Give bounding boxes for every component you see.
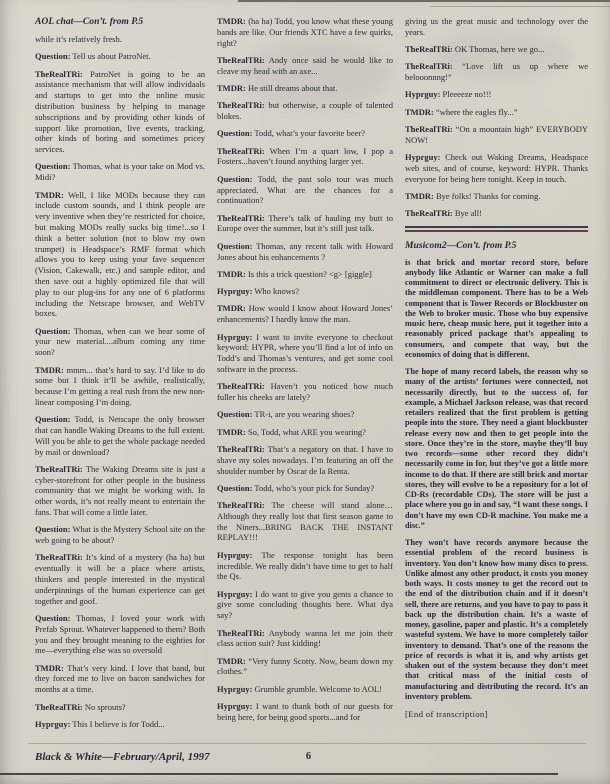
chat-paragraph: TMDR: That’s very kind. I love that band, but they forced me to live on bacon sandwiches for months at a time.	[35, 662, 205, 695]
speaker-name: TheRealTRi:	[217, 381, 265, 392]
chat-paragraph: Question: Todd, who’s your pick for Sunday?	[217, 482, 375, 493]
speaker-name: TheRealTRi:	[217, 500, 265, 511]
chat-paragraph: TheRealTRi: No sprouts?	[35, 701, 126, 712]
column-middle	[217, 16, 393, 736]
footer-rule	[28, 743, 586, 744]
section-divider-rule	[405, 226, 588, 232]
chat-paragraph: Hyprguy: This I believe is for Todd...	[35, 718, 165, 729]
chat-paragraph: The hope of many record labels, the reason why so many of the artists’ fortunes were connected, not necessarily directly, but to the success of, for example, a Michael Jackson release, was that record retailers realized that the first problem is getting people into the store. They need a giant blockbuster release every now and then to get people into the store. Once they’re in the store, maybe they’ll buy two records—some other record they didn’t necessarily come in for, but they’ve got a little more income to do that. If there are still brick and mortar stores, they will evolve to be a repository for a lot of CD-Rs (recordable CDs). The store will be just a place where you go in and say, “I want these songs. I don’t have my own CD-R machine. You make me a disc.”	[405, 367, 588, 530]
chat-paragraph: Hyprguy: I want to thank both of our guests for being here, for being good sports...and for	[217, 701, 393, 722]
speaker-name: TMDR:	[405, 106, 434, 117]
speaker-name: TMDR:	[217, 426, 246, 437]
speaker-name: TheRealTRi:	[405, 61, 453, 72]
chat-paragraph: TMDR: (ha ha) Todd, you know what these young bands are like. Our friends XTC have a few quirks, right?	[217, 16, 393, 48]
speaker-name: TheRealTRi:	[217, 212, 265, 223]
chat-paragraph: TheRealTRi: That’s a negatory on that. I have to shave my soles nowadays. I’m featuring an off the shoulder number by Oscar de la Renta.	[217, 443, 393, 476]
chat-paragraph: TheRealTRi: Haven’t you noticed how much fuller his cheeks are lately?	[217, 381, 393, 403]
chat-paragraph: Hyprguy: I do want to give you gents a chance to give some concluding thoughts here. What dya say?	[217, 588, 393, 621]
page-number: 6	[305, 751, 312, 762]
chat-paragraph: Question: Tell us about PatroNet.	[35, 51, 151, 62]
speaker-name: TMDR:	[35, 364, 64, 375]
page-footer	[35, 751, 582, 767]
speaker-name: TMDR:	[35, 189, 64, 200]
column-right	[405, 16, 588, 736]
speaker-name: TheRealTRi:	[217, 627, 265, 638]
chat-paragraph: TheRealTRi: Bye all!	[405, 208, 482, 219]
publication-title: Black & White—February/April, 1997	[35, 751, 210, 763]
speaker-name: TMDR:	[217, 655, 246, 666]
chat-paragraph: TheRealTRi: There’s talk of hauling my butt to Europe over the summer, but it’s still just talk.	[217, 212, 393, 234]
chat-paragraph: TheRealTRi: The Waking Dreams site is just a cyber-storefront for other people in the business community that we might be working with. In other words, it’s not really meant to entertain the fans. That will come a little later.	[35, 463, 205, 518]
chat-paragraph: Question: Todd, is Netscape the only browser that can handle Waking Dreams to the full extent. Will you be able to get the whole package needed by mail or download?	[35, 414, 205, 457]
speaker-name: Hyprguy:	[217, 683, 253, 694]
speaker-name: Hyprguy:	[217, 331, 253, 342]
chat-paragraph: TheRealTRi: Andy once said he would like to cleave my head with an axe...	[217, 54, 393, 76]
speaker-name: Question:	[35, 51, 71, 62]
chat-paragraph: Question: What is the Mystery School site on the web going to be about?	[35, 524, 205, 546]
chat-paragraph: TheRealTRi: OK Thomas, here we go...	[405, 44, 545, 55]
speaker-name: Question:	[35, 524, 71, 535]
speaker-name: TheRealTRi:	[35, 463, 83, 474]
chat-paragraph: TMDR: Is this a trick question? <g> [giggle]	[217, 268, 372, 279]
speaker-name: Hyprguy:	[217, 286, 253, 297]
chat-paragraph: Question: Thomas, any recent talk with Howard Jones about his enhancements ?	[217, 240, 393, 262]
chat-paragraph: Hyprguy: Pleeeeze no!!!	[405, 89, 492, 100]
speaker-name: Question:	[217, 482, 253, 493]
speaker-name: TMDR:	[217, 268, 246, 279]
speaker-name: TheRealTRi:	[405, 44, 453, 55]
speaker-name: Question:	[35, 612, 71, 623]
speaker-name: TheRealTRi:	[217, 145, 265, 156]
chat-paragraph: TheRealTRi: PatroNet is going to be an assistance mechanism that will allow individaals and startups to get into the online music distribution business by helping to manage subscriptions and by providing other kinds of support like promotion, live events, tracking, other kinds of boring and sometimes pricey services.	[35, 68, 205, 155]
chat-paragraph: TheRealTRi: The cheese will stand alone…Although they really lost that first season game to the Niners...BRING BACK THE INSTANT REPLAY!!!	[217, 500, 393, 543]
chat-paragraph: TMDR: “where the eagles fly...”	[405, 106, 518, 117]
chat-paragraph: TheRealTRi: When I’m a quart low, I pop a Fosters...haven’t found anything larger yet.	[217, 145, 393, 167]
chat-paragraph: Question: TR-i, are you wearing shoes?	[217, 409, 355, 420]
speaker-name: TheRealTRi:	[217, 54, 265, 65]
column-left	[35, 16, 205, 736]
chat-paragraph: TMDR: How would I know about Howard Jones’ enhancements? I hardly know the man.	[217, 303, 393, 325]
speaker-name: TMDR:	[217, 16, 246, 26]
chat-paragraph: Question: Todd, what’s your favorite beer?	[217, 128, 365, 139]
chat-paragraph: Hyprguy: Who knows?	[217, 286, 300, 297]
speaker-name: TheRealTRi:	[405, 208, 453, 219]
speaker-name: Question:	[217, 128, 253, 139]
speaker-name: Hyprguy:	[405, 89, 441, 100]
speaker-name: Question:	[35, 414, 71, 425]
speaker-name: Hyprguy:	[35, 718, 71, 729]
chat-paragraph: TheRealTRi: It’s kind of a mystery (ha ha) but eventually it will be a place where artists, thinkers and people interested in the mystical underpinnings of the human experience can get together and goof.	[35, 552, 205, 606]
chat-paragraph: TMDR: “Very funny Scotty. Now, beam down my clothes.”	[217, 655, 393, 677]
chat-paragraph: TMDR: So, Todd, what ARE you wearing?	[217, 426, 366, 437]
chat-paragraph: Question: Thomas, I loved your work with Prefab Sprout. Whatever happened to them? Both you and they brought meaning to the eighties for me—everything else was so oversold	[35, 612, 205, 656]
chat-paragraph: Question: Thomas, when can we hear some of your new material....album coming any time soon?	[35, 325, 205, 358]
speaker-name: Hyprguy:	[217, 549, 253, 560]
speaker-name: TMDR:	[35, 662, 64, 673]
speaker-name: TMDR:	[405, 191, 434, 202]
speaker-name: Hyprguy:	[405, 152, 441, 163]
speaker-name: Question:	[35, 161, 71, 172]
chat-paragraph: TMDR: Well, I like MODs because they can include custom sounds, and I think people are very inventive when they’re restricted for choice, but making MODs really sucks big time!...so I think a better solution (not to blow my own trumpet) is Headspace’s RMF format which allows you to keep using your fave sequencer (Vision, Cakewalk, etc.) and sample editor, and then save out a highly optimized file that will play to our plug-ins for any one of 6 platforms including the Netscape browser, and WebTV boxes.	[35, 189, 205, 319]
scan-artifact-bottom-line	[0, 773, 558, 776]
speaker-name: TheRealTRi:	[35, 68, 83, 79]
speaker-name: TMDR:	[217, 303, 246, 314]
chat-paragraph: is that brick and mortar record store, before anybody like Atlantic or Warner can make a full commitment to direct or electronic delivery. This is the middleman component. There has to be a Web component that is Tower Records or Blockbuster on the Web to broker music. Those who buy expensive music here, cheap music here, put it together into a reasonably priced package that’s appealing to consumers, and compete that way, but the economics of doing that is different.	[405, 257, 588, 359]
chat-paragraph: Hyprguy: The response tonight has been incredible. We really didn’t have time to get to half the Qs.	[217, 549, 393, 582]
speaker-name: Question:	[217, 409, 253, 420]
speaker-name: TheRealTRi:	[35, 701, 83, 712]
chat-paragraph: They won’t have records anymore because the essential problem of the record business is inventory. You don’t know how many discs to press. Unlike almost any other product, it costs you money both ways. It costs money to get the record out to the end of the distribution chain and if it doesn’t sell, there are returns, and you have to pay to pass it back up the distribution chain. It’s a waste of money, gasoline, paper and plastic. It’s a completely wasteful system. We have to more completely tailor inventory to demand. That’s one of the reasons the price of records is what it is, and why artists get shaken out of the system because they don’t meet that critical mass of the initial costs of manufacturing and distributing the record. It’s an inventory problem.	[405, 538, 588, 701]
speaker-name: Question:	[217, 240, 253, 251]
chat-paragraph: [End of transcription]	[405, 709, 488, 720]
chat-paragraph: Hyprguy: I want to invite everyone to checkout keyword: HYPR, where you’ll find a lot of info on Todd’s and Thomas’s ventures, and get some cool software in the process.	[217, 331, 393, 374]
speaker-name: Hyprguy:	[217, 701, 253, 712]
chat-paragraph: Question: Todd, the past solo tour was much appreciated. What are the chances for a continuation?	[217, 173, 393, 206]
chat-paragraph: TheRealTRi: but otherwise, a couple of talented blokes.	[217, 100, 393, 122]
chat-paragraph: Hyprguy: Grumble grumble. Welcome to AOL!	[217, 683, 382, 694]
chat-paragraph: Hyprguy: Check out Waking Dreams, Headspace web sites, and of course, keyword: HYPR. Thanks everyone for being here tonight. Keep in touch.	[405, 152, 588, 184]
section-header: Musicom2—Con’t. from P.5	[405, 239, 517, 251]
chat-paragraph: TheRealTRi: “Love lift us up where we belooonnng!”	[405, 61, 588, 83]
speaker-name: Question:	[35, 325, 71, 336]
chat-paragraph: TMDR: He still dreams about that.	[217, 82, 338, 93]
speaker-name: Question:	[217, 173, 253, 184]
chat-paragraph: while it’s relatively fresh.	[35, 34, 122, 44]
speaker-name: Hyprguy:	[217, 588, 253, 599]
chat-paragraph: TheRealTRi: “On a mountain high” EVERYBODY NOW!	[405, 124, 588, 145]
chat-paragraph: TMDR: mmm... that’s hard to say. I’d like to do some but I think it’ll be awhile, realistically, because I’m getting a real rush from the new non-linear composing I’m doing.	[35, 364, 205, 407]
section-header: AOL chat—Con’t. from P.5	[35, 16, 144, 27]
chat-paragraph: giving us the great music and technology over the years.	[405, 16, 588, 37]
speaker-name: TMDR:	[217, 82, 246, 93]
speaker-name: TheRealTRi:	[217, 443, 265, 454]
chat-paragraph: TheRealTRi: Anybody wanna let me join their class action suit? Just kidding!	[217, 627, 393, 649]
speaker-name: TheRealTRi:	[405, 124, 453, 135]
speaker-name: TheRealTRi:	[217, 100, 265, 111]
speaker-name: TheRealTRi:	[35, 552, 83, 563]
chat-paragraph: TMDR: Bye folks! Thanks for coming.	[405, 191, 541, 202]
chat-paragraph: Question: Thomas, what is your take on Mod vs. Midi?	[35, 161, 205, 183]
